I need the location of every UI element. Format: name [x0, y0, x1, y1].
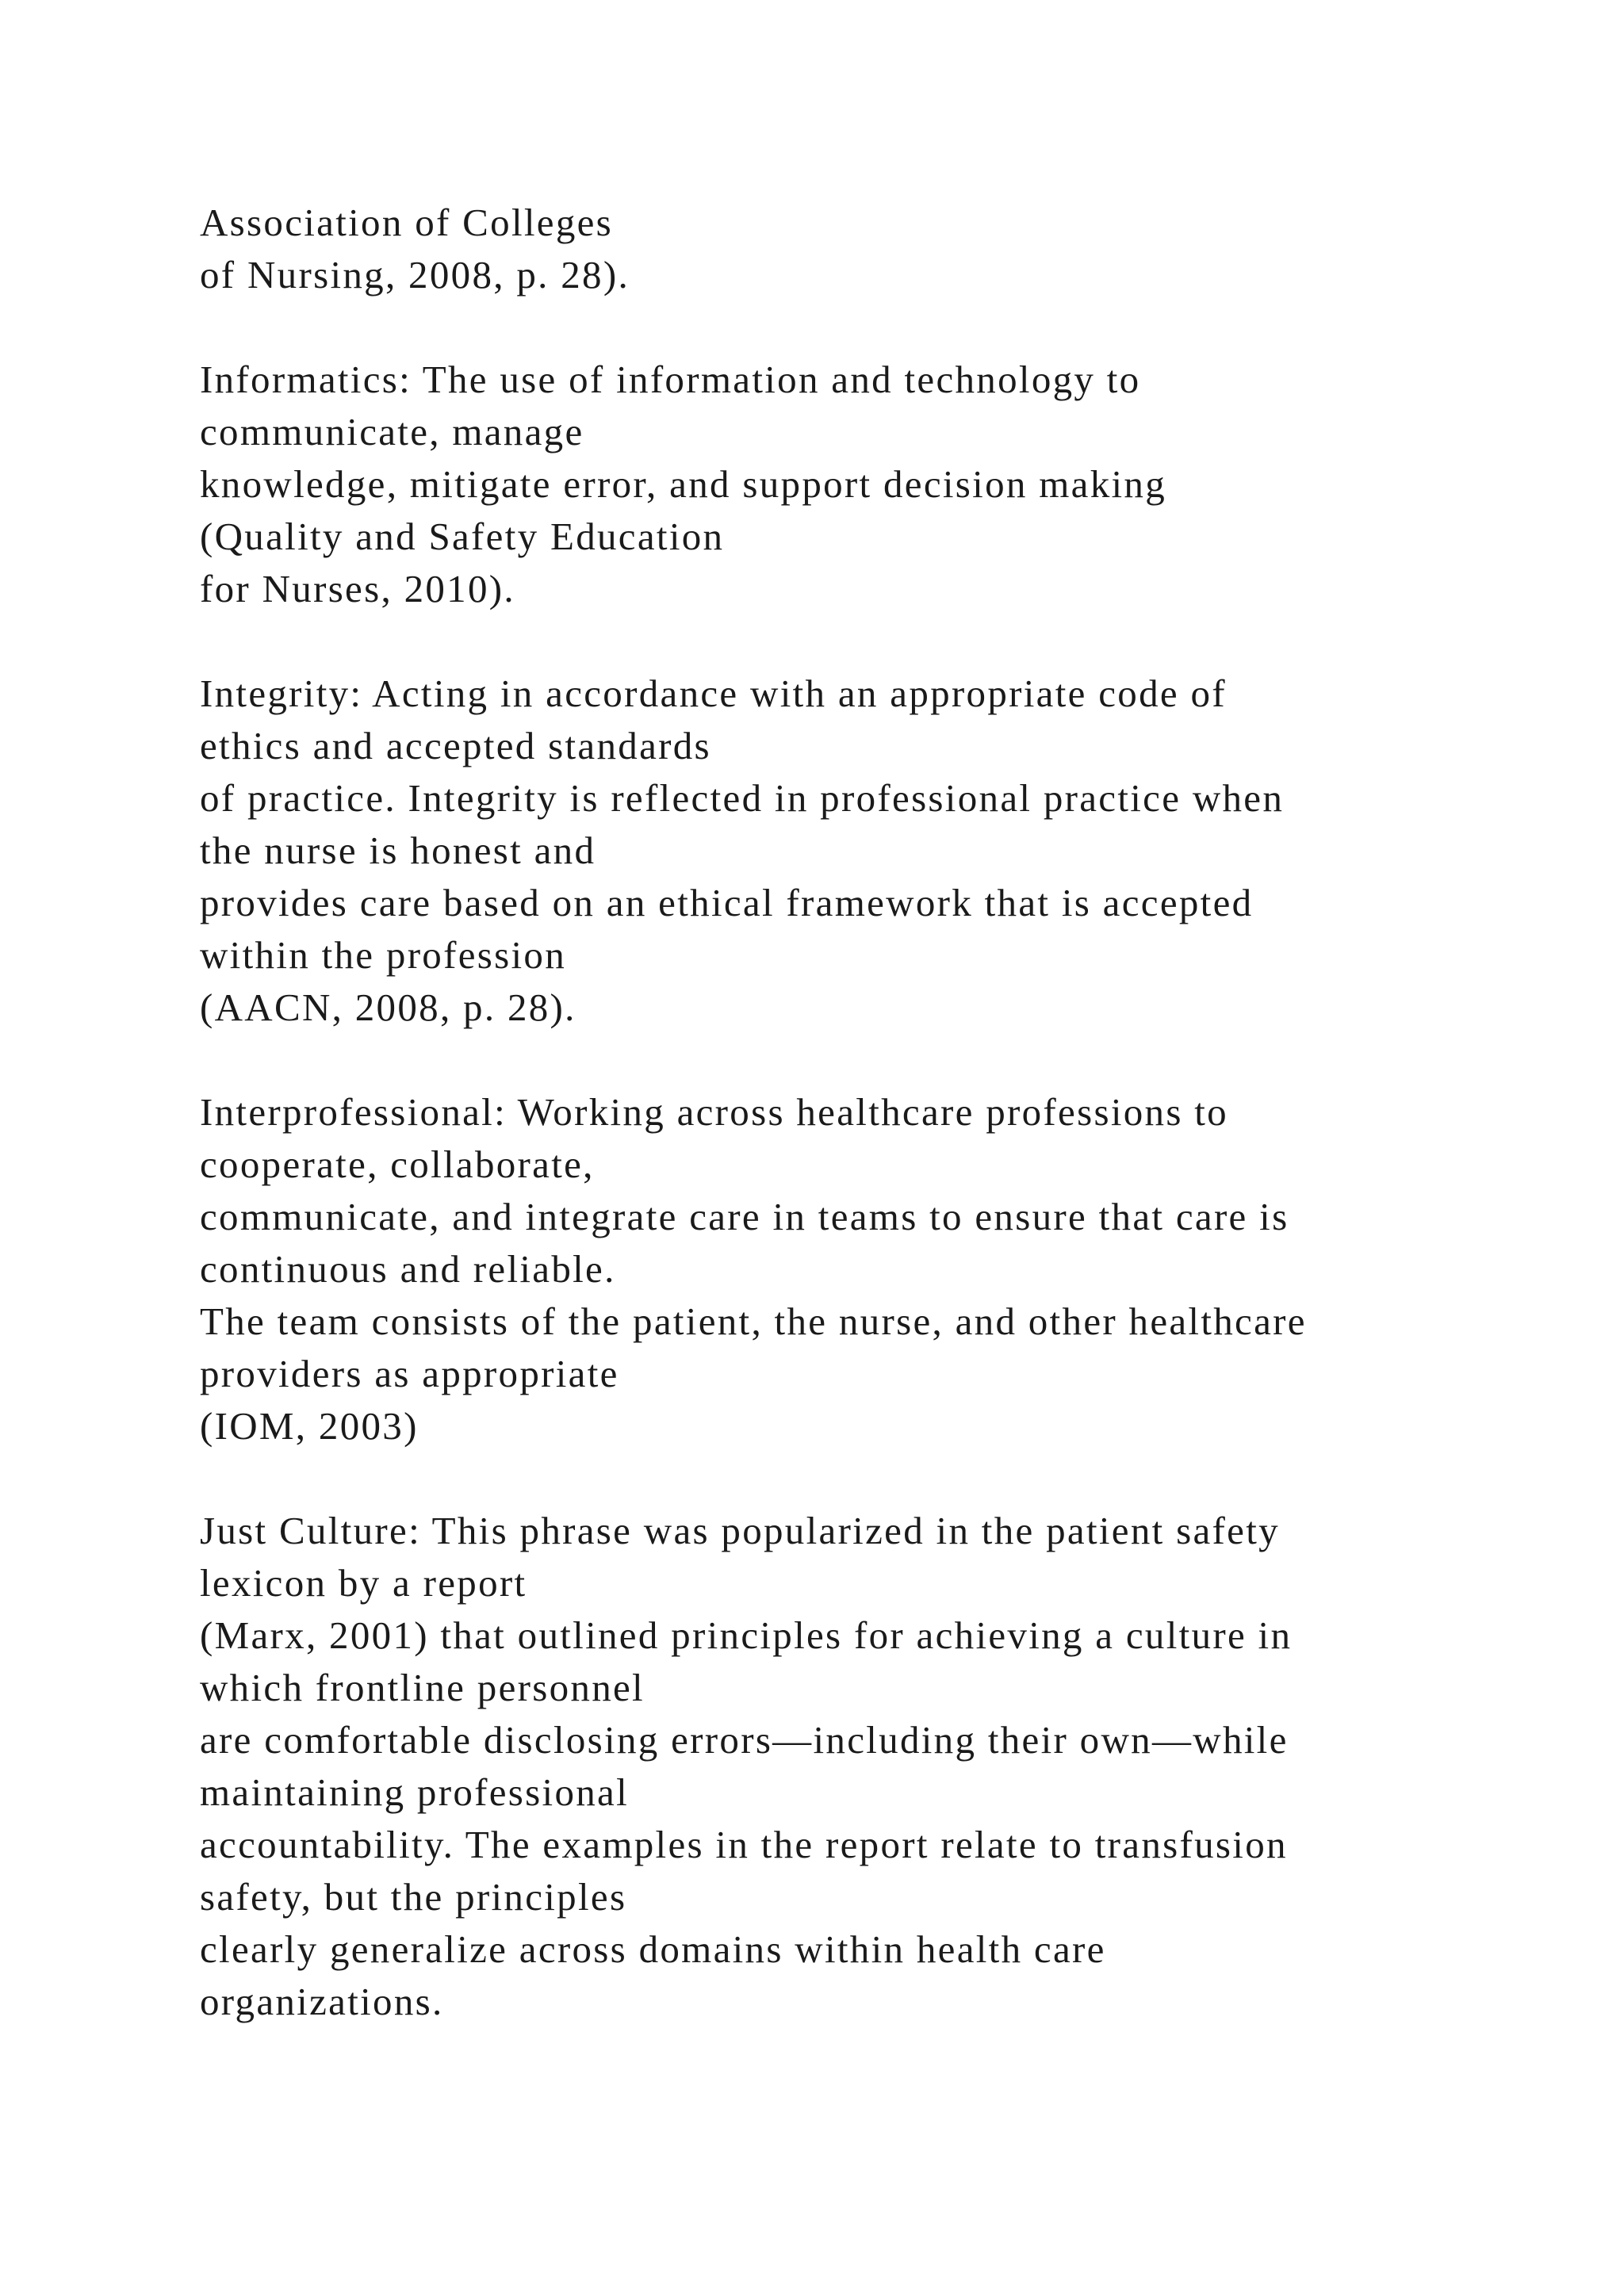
text-line: The team consists of the patient, the nurse, and other healthcare	[200, 1299, 1307, 1343]
text-line: within the profession	[200, 933, 567, 977]
text-line: Integrity: Acting in accordance with an appropriate code of	[200, 672, 1227, 715]
text-line: cooperate, collaborate,	[200, 1142, 595, 1186]
text-line: Just Culture: This phrase was popularized in the patient safety	[200, 1509, 1280, 1552]
paragraph-interprofessional	[200, 1086, 1595, 1452]
text-line: (Marx, 2001) that outlined principles for achieving a culture in	[200, 1613, 1293, 1657]
text-line: (AACN, 2008, p. 28).	[200, 985, 576, 1029]
paragraph-citation-continuation	[200, 197, 1595, 301]
paragraph-informatics	[200, 354, 1595, 615]
text-line: continuous and reliable.	[200, 1247, 616, 1291]
text-line: (Quality and Safety Education	[200, 515, 725, 558]
text-line: Informatics: The use of information and technology to	[200, 358, 1141, 401]
text-line: the nurse is honest and	[200, 828, 596, 872]
text-line: of Nursing, 2008, p. 28).	[200, 253, 630, 297]
text-line: knowledge, mitigate error, and support decision making	[200, 462, 1167, 506]
text-line: lexicon by a report	[200, 1561, 527, 1605]
text-line: (IOM, 2003)	[200, 1404, 419, 1448]
text-line: of practice. Integrity is reflected in professional practice when	[200, 776, 1285, 820]
paragraph-just-culture	[200, 1505, 1595, 2028]
text-line: communicate, manage	[200, 410, 584, 453]
text-line: Interprofessional: Working across healthcare professions to	[200, 1090, 1228, 1134]
text-line: accountability. The examples in the report relate to transfusion	[200, 1823, 1288, 1866]
body-text	[200, 197, 1595, 2028]
text-line: providers as appropriate	[200, 1352, 619, 1395]
text-line: for Nurses, 2010).	[200, 567, 515, 610]
text-line: Association of Colleges	[200, 201, 614, 244]
text-line: provides care based on an ethical framework that is accepted	[200, 881, 1254, 924]
text-line: clearly generalize across domains within health care	[200, 1927, 1106, 1971]
text-line: organizations.	[200, 1980, 444, 2023]
text-line: safety, but the principles	[200, 1875, 627, 1919]
text-line: which frontline personnel	[200, 1666, 645, 1709]
text-line: maintaining professional	[200, 1770, 630, 1814]
text-line: are comfortable disclosing errors—including their own—while	[200, 1718, 1289, 1762]
paragraph-integrity	[200, 668, 1595, 1034]
text-line: communicate, and integrate care in teams to ensure that care is	[200, 1195, 1289, 1238]
text-line: ethics and accepted standards	[200, 724, 711, 767]
